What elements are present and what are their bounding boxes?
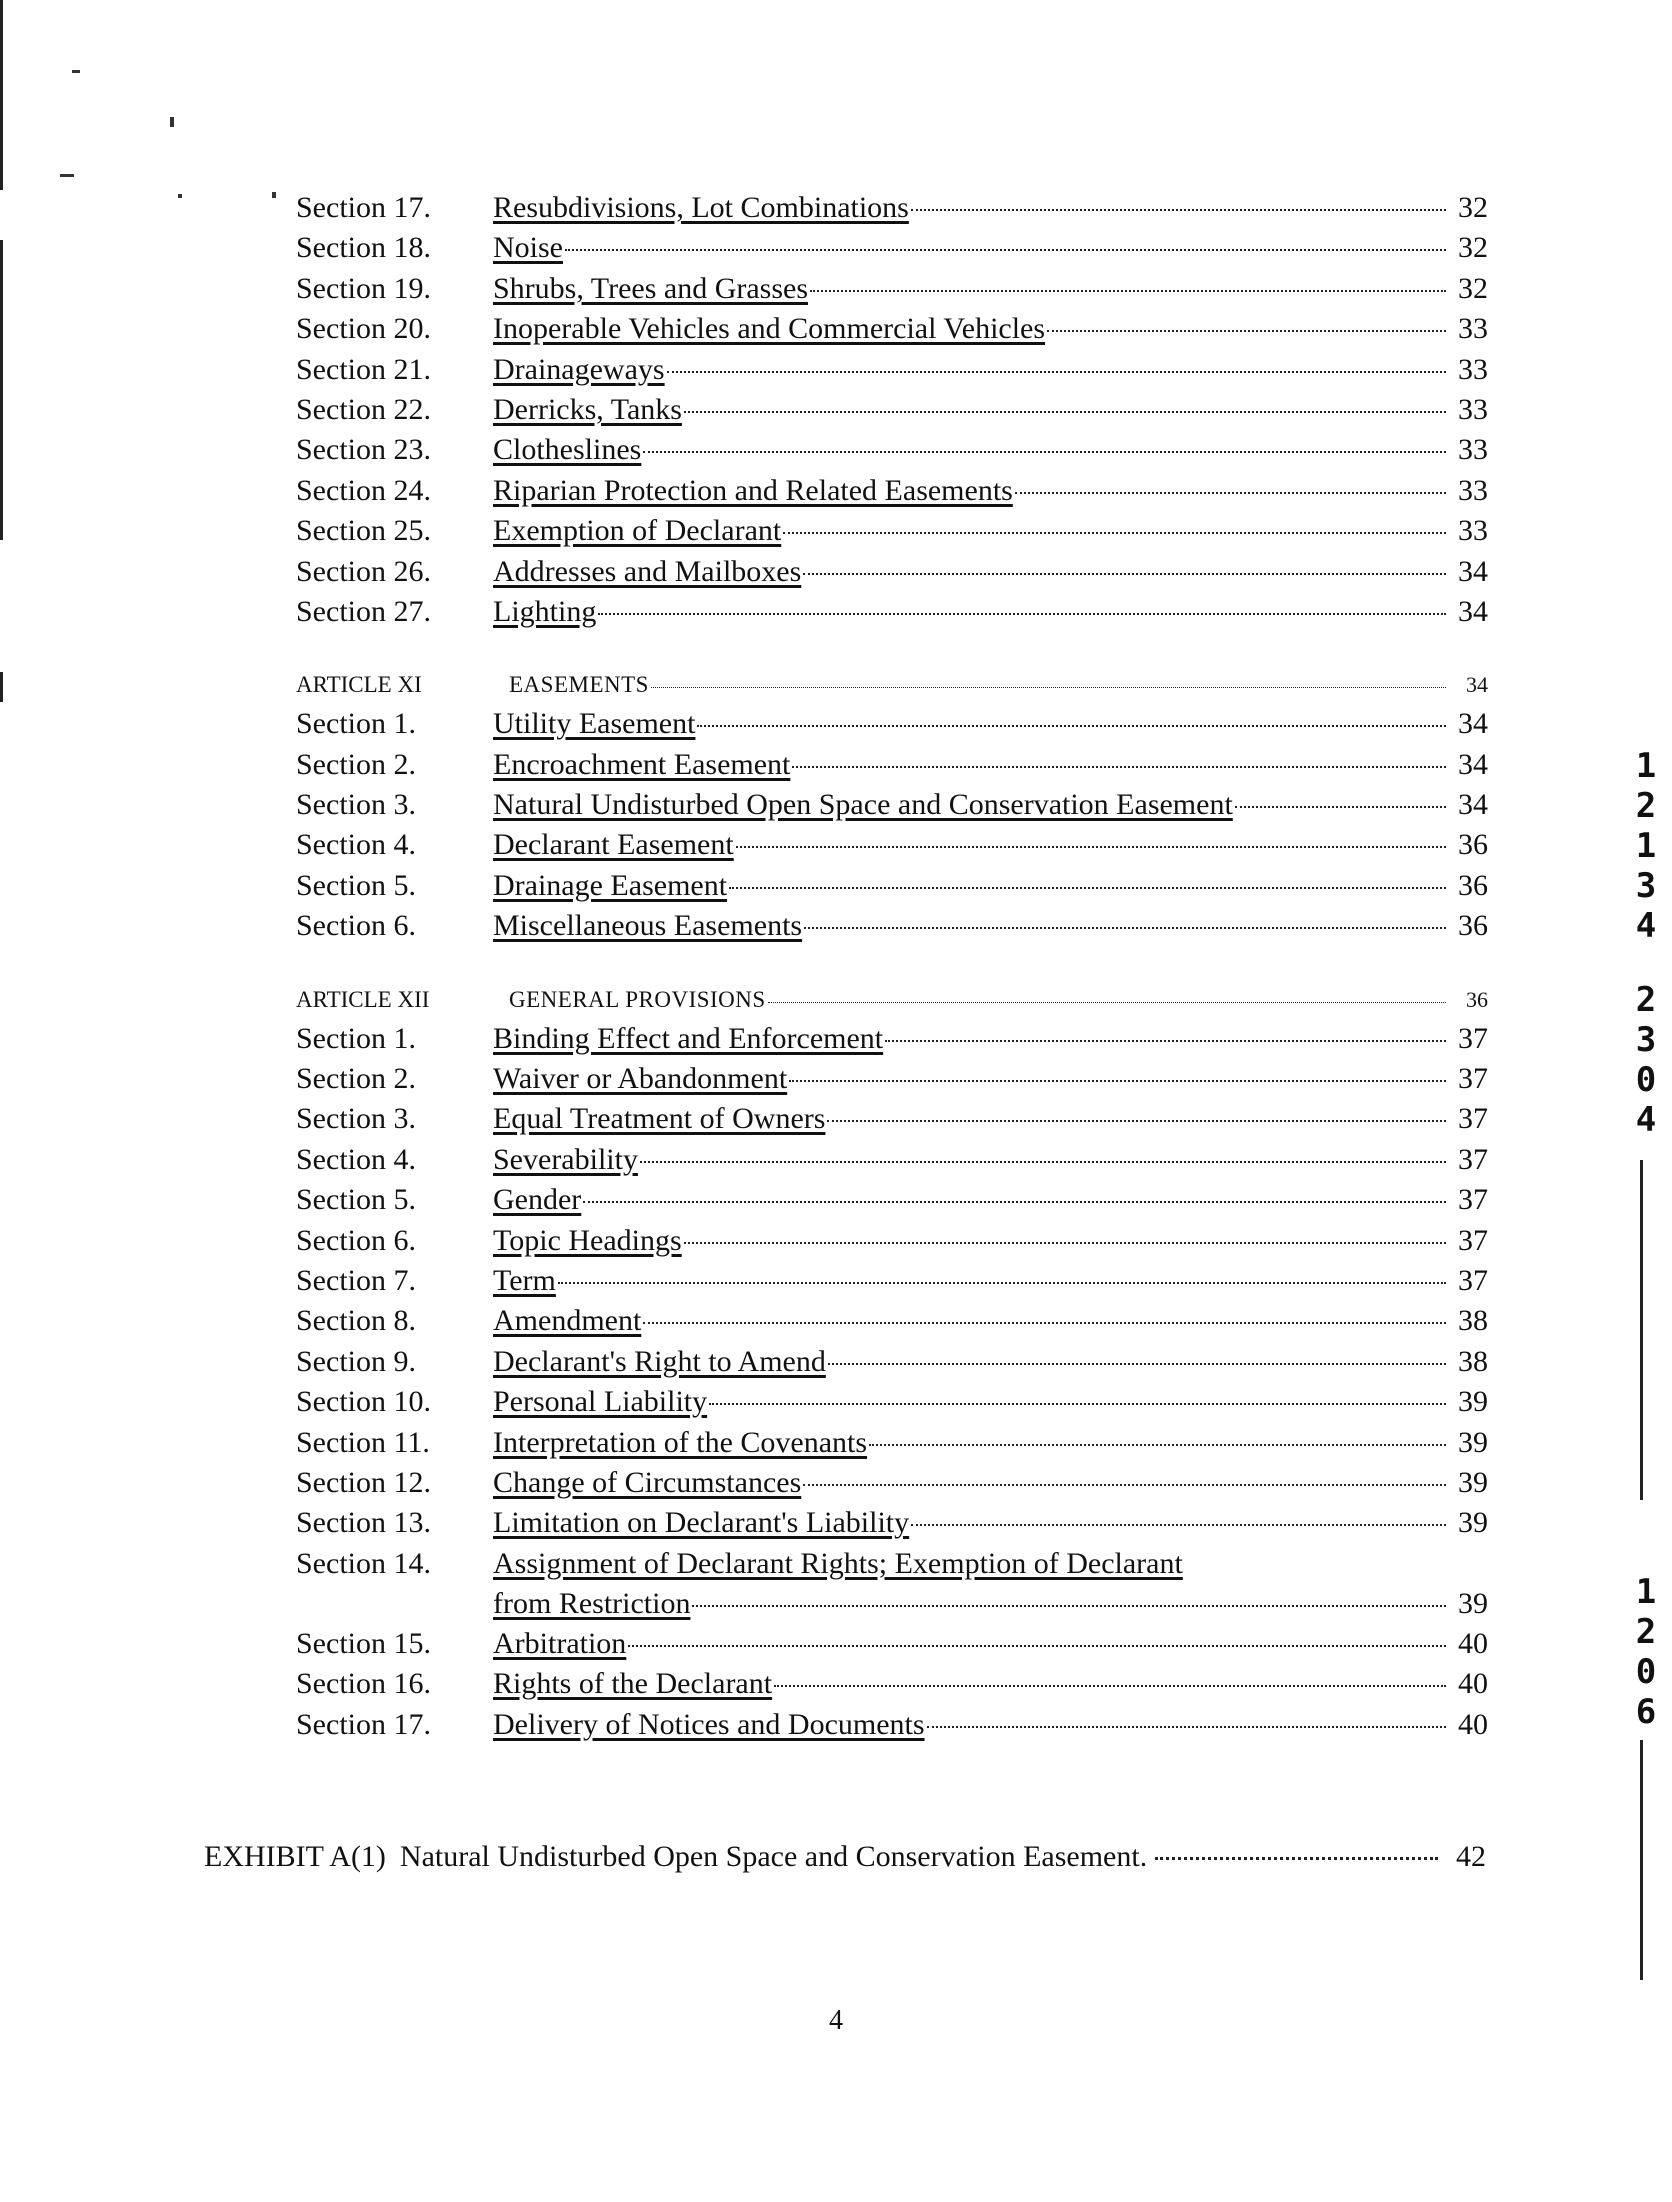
section-number: Section 3. (296, 1102, 416, 1136)
section-number: Section 10. (296, 1385, 431, 1419)
section-title: Declarant's Right to Amend (493, 1344, 826, 1378)
section-number: Section 1. (296, 1021, 416, 1055)
toc-entry (296, 1180, 1488, 1220)
section-page: 37 (1458, 1062, 1488, 1096)
scan-edge-line (0, 0, 3, 190)
section-number: Section 16. (296, 1667, 431, 1701)
section-page: 37 (1458, 1223, 1488, 1257)
section-title: Natural Undisturbed Open Space and Conservation Easement (493, 788, 1233, 822)
section-number: Section 2. (296, 1062, 416, 1096)
section-page: 36 (1458, 868, 1488, 902)
section-number: Section 17. (296, 1707, 431, 1741)
section-number: Section 5. (296, 868, 416, 902)
scan-speck (60, 174, 74, 177)
section-page: 39 (1458, 1506, 1488, 1540)
section-title: Binding Effect and Enforcement (493, 1021, 884, 1055)
section-title-line2: from Restriction (493, 1586, 691, 1620)
stamp-strike-line (1640, 1160, 1643, 1500)
section-title: Addresses and Mailboxes (493, 554, 802, 588)
toc-entry (296, 228, 1488, 268)
section-page: 40 (1458, 1667, 1488, 1701)
section-number: Section 17. (296, 191, 431, 224)
section-page: 39 (1458, 1385, 1488, 1419)
section-title: Waiver or Abandonment (493, 1062, 788, 1096)
section-number: Section 26. (296, 554, 431, 588)
toc-entry (296, 471, 1488, 511)
section-number: Section 25. (296, 514, 431, 548)
toc-entry (296, 1301, 1488, 1341)
section-title: Shrubs, Trees and Grasses (493, 271, 808, 305)
section-number: Section 6. (296, 1223, 416, 1257)
section-title: Riparian Protection and Related Easements (493, 473, 1013, 507)
section-page: 34 (1458, 594, 1488, 628)
toc-entry (296, 188, 1488, 228)
scan-edge-line (0, 240, 3, 540)
section-number: Section 19. (296, 271, 431, 305)
recording-stamp-3 (1624, 1572, 1668, 1732)
page-number: 4 (829, 2005, 843, 2036)
toc-entry (296, 1705, 1488, 1745)
recording-stamp-2 (1624, 980, 1668, 1140)
toc-entry (296, 1059, 1488, 1099)
exhibit-entry (204, 1837, 1486, 1877)
section-number: Section 27. (296, 594, 431, 628)
section-page: 37 (1458, 1021, 1488, 1055)
section-title: Rights of the Declarant (493, 1667, 773, 1701)
section-page: 33 (1458, 433, 1488, 467)
section-number: Section 3. (296, 788, 416, 822)
section-title: Personal Liability (493, 1385, 708, 1419)
section-number: Section 1. (296, 707, 416, 741)
section-number: Section 11. (296, 1425, 430, 1459)
exhibit-page: 42 (1456, 1840, 1486, 1873)
section-title: Exemption of Declarant (493, 514, 782, 548)
toc-group-restrictions (296, 188, 1488, 632)
section-page: 36 (1458, 909, 1488, 943)
section-page: 33 (1458, 514, 1488, 548)
toc-entry (296, 1382, 1488, 1422)
section-page: 39 (1458, 1425, 1488, 1459)
section-page: 37 (1458, 1102, 1488, 1136)
article-xii-heading (296, 981, 1488, 1019)
section-page: 34 (1458, 554, 1488, 588)
section-number: Section 18. (296, 231, 431, 265)
toc-entry-section-14 (296, 1544, 1488, 1624)
section-number: Section 9. (296, 1344, 416, 1378)
article-title: EASEMENTS (509, 672, 649, 698)
section-page: 33 (1458, 473, 1488, 507)
section-title: Interpretation of the Covenants (493, 1425, 868, 1459)
toc-entry (296, 390, 1488, 430)
section-title: Lighting (493, 594, 597, 628)
section-number: Section 8. (296, 1304, 416, 1338)
scan-speck (178, 194, 182, 198)
recording-stamp-1 (1624, 746, 1668, 946)
toc-entry (296, 430, 1488, 470)
section-number: Section 2. (296, 747, 416, 781)
article-page: 36 (1466, 986, 1488, 1012)
section-title: Term (493, 1263, 556, 1297)
toc-entry (296, 785, 1488, 825)
stamp-digits: 4 (1635, 906, 1657, 946)
section-number: Section 6. (296, 909, 416, 943)
section-page: 33 (1458, 392, 1488, 426)
toc-group-general-cont (296, 1624, 1488, 1745)
section-title: Miscellaneous Easements (493, 909, 803, 943)
section-title: Inoperable Vehicles and Commercial Vehicles (493, 312, 1046, 346)
toc-entry (296, 1221, 1488, 1261)
section-number: Section 13. (296, 1506, 431, 1540)
section-title: Clotheslines (493, 433, 642, 467)
section-title-line1: Assignment of Declarant Rights; Exemption of Declarant (493, 1546, 1183, 1580)
section-title: Utility Easement (493, 707, 696, 741)
section-number: Section 4. (296, 828, 416, 862)
toc-entry (296, 745, 1488, 785)
section-title: Equal Treatment of Owners (493, 1102, 826, 1136)
section-page: 34 (1458, 707, 1488, 741)
stamp-digits: 2304 (1635, 980, 1657, 1140)
section-number: Section 4. (296, 1142, 416, 1176)
section-title: Severability (493, 1142, 638, 1176)
section-number: Section 15. (296, 1626, 431, 1660)
toc-entry (296, 269, 1488, 309)
toc-entry (296, 1463, 1488, 1503)
section-number: Section 21. (296, 352, 431, 386)
toc-entry (296, 1342, 1488, 1382)
scan-speck (170, 117, 174, 127)
stamp-digits: 1213 (1635, 746, 1657, 906)
toc-entry (296, 552, 1488, 592)
section-title: Limitation on Declarant's Liability (493, 1506, 910, 1540)
section-page: 39 (1458, 1465, 1488, 1499)
toc-entry (296, 1019, 1488, 1059)
stamp-strike-line (1640, 1740, 1643, 1980)
toc-entry (296, 825, 1488, 865)
section-title: Change of Circumstances (493, 1465, 802, 1499)
toc-entry (296, 704, 1488, 744)
toc-entry (296, 511, 1488, 551)
exhibit-label: EXHIBIT A(1) (204, 1840, 386, 1873)
section-number: Section 22. (296, 392, 431, 426)
section-number: Section 5. (296, 1183, 416, 1217)
toc-entry (296, 1503, 1488, 1543)
section-page: 33 (1458, 312, 1488, 346)
section-number: Section 23. (296, 433, 431, 467)
section-title: Noise (493, 231, 563, 265)
toc-entry (296, 906, 1488, 946)
section-page: 32 (1458, 231, 1488, 265)
section-title: Amendment (493, 1304, 642, 1338)
toc-entry (296, 309, 1488, 349)
section-number: Section 24. (296, 473, 431, 507)
article-label: ARTICLE XI (296, 672, 422, 698)
section-page: 32 (1458, 271, 1488, 305)
toc-entry (296, 350, 1488, 390)
section-title: Resubdivisions, Lot Combinations (493, 191, 909, 224)
toc-entry (296, 1423, 1488, 1463)
section-title: Delivery of Notices and Documents (493, 1707, 925, 1741)
section-page: 40 (1458, 1707, 1488, 1741)
section-page: 38 (1458, 1304, 1488, 1338)
toc-entry (296, 866, 1488, 906)
section-page: 37 (1458, 1183, 1488, 1217)
section-title: Derricks, Tanks (493, 392, 682, 426)
toc-group-general (296, 1019, 1488, 1544)
section-page: 37 (1458, 1263, 1488, 1297)
section-page: 36 (1458, 828, 1488, 862)
section-page: 34 (1458, 747, 1488, 781)
section-page: 38 (1458, 1344, 1488, 1378)
section-number: Section 7. (296, 1263, 416, 1297)
article-title: GENERAL PROVISIONS (509, 986, 766, 1012)
section-title: Drainage Easement (493, 868, 728, 902)
section-page: 40 (1458, 1626, 1488, 1660)
scan-speck (272, 192, 276, 198)
toc-entry (296, 592, 1488, 632)
toc-entry (296, 1261, 1488, 1301)
section-title: Encroachment Easement (493, 747, 791, 781)
section-page: 34 (1458, 788, 1488, 822)
table-of-contents (296, 188, 1488, 1745)
section-page: 32 (1458, 191, 1488, 224)
section-title: Arbitration (493, 1626, 627, 1660)
article-page: 34 (1466, 672, 1488, 698)
section-number: Section 14. (296, 1546, 431, 1580)
section-number: Section 12. (296, 1465, 431, 1499)
section-number: Section 20. (296, 312, 431, 346)
section-title: Topic Headings (493, 1223, 682, 1257)
section-page: 33 (1458, 352, 1488, 386)
toc-entry (296, 1140, 1488, 1180)
article-label: ARTICLE XII (296, 986, 430, 1012)
scan-edge-line (0, 672, 3, 702)
section-page: 37 (1458, 1142, 1488, 1176)
section-title: Drainageways (493, 352, 665, 386)
toc-entry (296, 1099, 1488, 1139)
toc-group-easements (296, 704, 1488, 946)
article-xi-heading (296, 666, 1488, 704)
exhibit-title: Natural Undisturbed Open Space and Conservation Easement. (399, 1840, 1148, 1873)
stamp-digits: 1206 (1635, 1572, 1657, 1732)
section-title: Gender (493, 1183, 582, 1217)
toc-entry (296, 1664, 1488, 1704)
scan-speck (72, 70, 80, 73)
section-title: Declarant Easement (493, 828, 734, 862)
toc-entry (296, 1624, 1488, 1664)
section-page: 39 (1458, 1586, 1488, 1620)
